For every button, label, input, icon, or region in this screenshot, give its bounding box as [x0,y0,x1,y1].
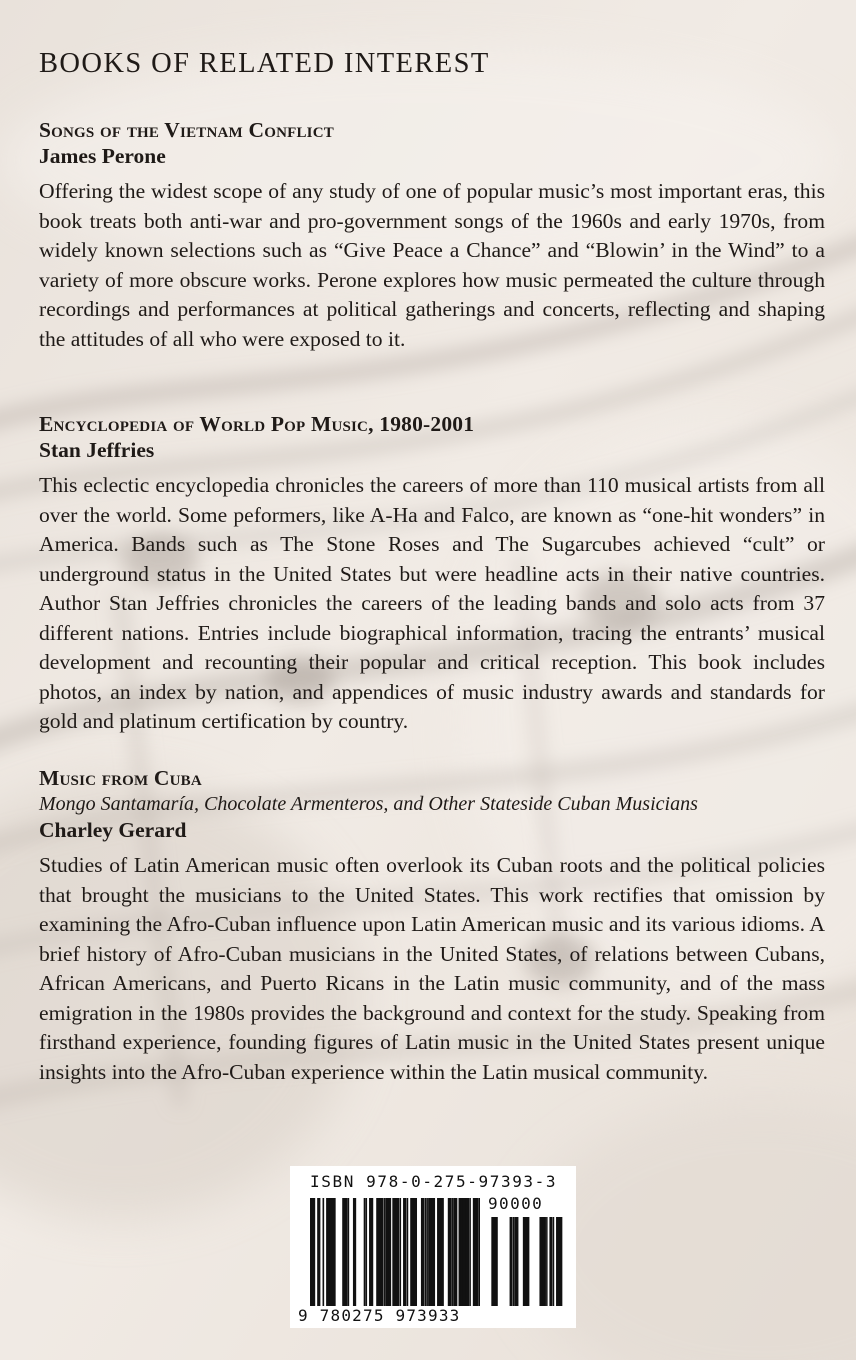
barcode-bar [495,1217,496,1306]
barcode-bar [365,1198,367,1306]
barcode-bar [364,1198,366,1306]
barcode-bar [549,1217,552,1306]
barcode-bar [433,1198,435,1306]
book-description: Studies of Latin American music often overlook its Cuban roots and the political policies that brought the musicians to the United States. This work rectifies that omission by examining the Afro-Cuban influence upon Latin American music and its various idioms. A brief history of Afro-Cuban musicians in the United States, of relations between Cubans, African Americans, and Puerto Ricans in the Latin music community, and of the mass emigration in the 1980s provides the background and context for the study. Speaking from firsthand experience, founding figures of Latin music in the United States present unique insights into the Afro-Cuban experience within the Latin musical community. [39,853,825,1084]
book-author: Stan Jeffries [39,438,155,462]
barcode-bar [392,1198,396,1306]
barcode-bar [353,1198,356,1306]
addon-barcode-bars [488,1217,566,1306]
price-code: 90000 [488,1194,544,1213]
isbn-barcode [290,1166,576,1328]
barcode-bar [475,1198,477,1306]
book-author: James Perone [39,144,166,168]
barcode-bar [559,1217,562,1306]
barcode-bar [546,1217,547,1306]
barcode-bar [453,1198,457,1306]
book-entry-1 [39,117,825,354]
barcode-bar [510,1217,513,1306]
barcode-bar [421,1198,424,1306]
barcode-bar [383,1198,385,1306]
barcode-bar [469,1198,471,1306]
book-entry-3 [39,765,825,1087]
book-author: Charley Gerard [39,818,187,842]
barcode-bar [451,1198,453,1306]
barcode-bar [369,1198,373,1306]
book-title: Songs of the Vietnam Conflict [39,118,334,142]
barcode-bar [380,1198,383,1306]
barcode-bar [426,1198,428,1306]
barcode-bar [515,1217,519,1306]
book-title: Encyclopedia of World Pop Music, 1980-2001 [39,412,475,436]
isbn-number: ISBN 978-0-275-97393-3 [310,1172,558,1191]
barcode-bar [462,1198,466,1306]
book-title: Music from Cuba [39,766,202,790]
barcode-bar [389,1198,391,1306]
barcode-bar [425,1198,427,1306]
barcode-bar [539,1217,543,1306]
barcode-bar [441,1198,444,1306]
page-heading: BOOKS OF RELATED INTEREST [39,48,490,79]
barcode-bar [331,1198,335,1306]
barcode-bar [396,1198,399,1306]
book-description: This eclectic encyclopedia chronicles the careers of more than 110 musical artists from all over the world. Some peformers, like A-Ha and Falco, are known as “one-hit wonders” in America. Bands such as The Stone Roses and The Sugarcubes achieved “cult” or underground status in the United States but were headline acts in their native countries. Author Stan Jeffries chronicles the careers of the leading bands and solo acts from 37 different nations. Entries include biographical information, tracing the entrants’ musical development and recounting their popular and critical reception. This book includes photos, an index by nation, and appendices of music industry awards and standards for gold and platinum certification by country. [39,473,825,733]
barcode-bar [553,1217,554,1306]
ean-barcode-bars [310,1198,480,1306]
barcode-bar [399,1198,401,1306]
barcode-bar [544,1217,545,1306]
barcode-bar [348,1198,350,1306]
barcode-bar [346,1198,348,1306]
barcode-bar [323,1198,325,1306]
book-subtitle: Mongo Santamaría, Chocolate Armenteros, and Other Stateside Cuban Musicians [39,793,698,815]
barcode-bar [432,1198,434,1306]
book-description: Offering the widest scope of any study of one of popular music’s most important eras, this book treats both anti-war and pro-government songs of the 1960s and early 1970s, from widely known selections such as “Give Peace a Chance” and “Blowin’ in the Wind” to a variety of more obscure works. Perone explores how music permeated the culture through recordings and performances at political gatherings and concerts, reflecting and shaping the attitudes of all who were exposed to it. [39,179,825,351]
barcode-bar [407,1198,409,1306]
barcode-bar [450,1198,452,1306]
barcode-bar [467,1198,469,1306]
barcode-bar [317,1198,320,1306]
barcode-bar [513,1217,514,1306]
barcode-bar [342,1198,346,1306]
barcode-bar [376,1198,380,1306]
barcode-bar [476,1198,478,1306]
barcode-bar [496,1217,497,1306]
barcode-bar [314,1198,316,1306]
barcode-bar [478,1198,480,1306]
book-entry-2 [39,411,825,737]
barcode-bar [528,1217,529,1306]
barcode-bar [403,1198,406,1306]
barcode-bar [414,1198,417,1306]
ean-digits: 9 780275 973933 [298,1306,461,1325]
